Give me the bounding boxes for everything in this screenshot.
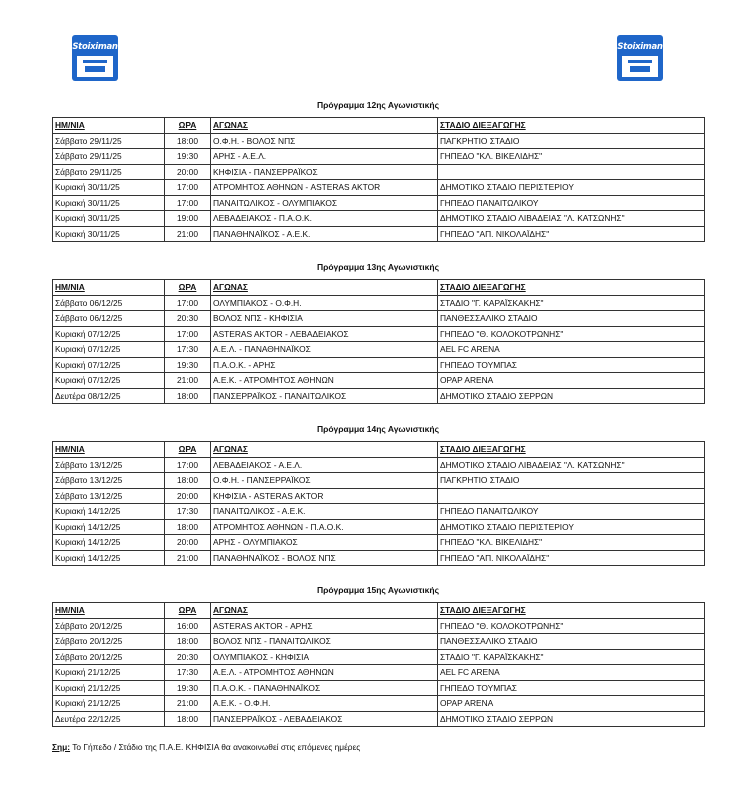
cell-match: ASTERAS AKTOR - ΑΡΗΣ bbox=[211, 618, 438, 634]
round-title: Πρόγραμμα 14ης Αγωνιστικής bbox=[316, 424, 440, 434]
footnote-text: Το Γήπεδο / Στάδιο της Π.Α.Ε. ΚΗΦΙΣΙΑ θα ανακοινωθεί στις επόμενες ημέρες bbox=[70, 742, 361, 752]
cell-venue: ΠΑΝΘΕΣΣΑΛΙΚΟ ΣΤΑΔΙΟ bbox=[438, 634, 705, 650]
table-row bbox=[53, 649, 705, 665]
cell-date: Κυριακή 30/11/25 bbox=[53, 180, 165, 196]
cell-venue: ΓΗΠΕΔΟ ΠΑΝΑΙΤΩΛΙΚΟΥ bbox=[438, 195, 705, 211]
cell-match: Ο.Φ.Η. - ΠΑΝΣΕΡΡΑΪΚΟΣ bbox=[211, 473, 438, 489]
table-row bbox=[53, 164, 705, 180]
cell-date: Κυριακή 21/12/25 bbox=[53, 665, 165, 681]
cell-match: ΠΑΝΣΕΡΡΑΪΚΟΣ - ΛΕΒΑΔΕΙΑΚΟΣ bbox=[211, 711, 438, 727]
cell-date: Δευτέρα 08/12/25 bbox=[53, 388, 165, 404]
column-header-time: ΩΡΑ bbox=[165, 118, 211, 134]
cell-date: Σάββατο 06/12/25 bbox=[53, 295, 165, 311]
cell-venue: ΠΑΓΚΡΗΤΙΟ ΣΤΑΔΙΟ bbox=[438, 473, 705, 489]
cell-venue: AEL FC ARENA bbox=[438, 342, 705, 358]
cell-venue: ΓΗΠΕΔΟ ΠΑΝΑΙΤΩΛΙΚΟΥ bbox=[438, 504, 705, 520]
cell-match: Α.Ε.Κ. - ΑΤΡΟΜΗΤΟΣ ΑΘΗΝΩΝ bbox=[211, 373, 438, 389]
table-header-row bbox=[53, 280, 705, 296]
table-row bbox=[53, 550, 705, 566]
column-header-date: ΗΜ/ΝΙΑ bbox=[53, 442, 165, 458]
table-row bbox=[53, 211, 705, 227]
logo-emblem-icon bbox=[77, 56, 113, 77]
cell-match: Π.Α.Ο.Κ. - ΑΡΗΣ bbox=[211, 357, 438, 373]
column-header-date: ΗΜ/ΝΙΑ bbox=[53, 280, 165, 296]
cell-time: 18:00 bbox=[165, 133, 211, 149]
table-row bbox=[53, 519, 705, 535]
cell-venue: ΓΗΠΕΔΟ ΤΟΥΜΠΑΣ bbox=[438, 680, 705, 696]
cell-venue: ΔΗΜΟΤΙΚΟ ΣΤΑΔΙΟ ΛΙΒΑΔΕΙΑΣ "Λ. ΚΑΤΣΩΝΗΣ" bbox=[438, 211, 705, 227]
table-header-row bbox=[53, 442, 705, 458]
cell-match: Α.Ε.Κ. - Ο.Φ.Η. bbox=[211, 696, 438, 712]
cell-match: Α.Ε.Λ. - ΑΤΡΟΜΗΤΟΣ ΑΘΗΝΩΝ bbox=[211, 665, 438, 681]
table-row bbox=[53, 149, 705, 165]
cell-venue: ΓΗΠΕΔΟ "Θ. ΚΟΛΟΚΟΤΡΩΝΗΣ" bbox=[438, 326, 705, 342]
table-row bbox=[53, 457, 705, 473]
table-row bbox=[53, 226, 705, 242]
cell-venue bbox=[438, 164, 705, 180]
cell-time: 17:00 bbox=[165, 195, 211, 211]
cell-match: ΠΑΝΑΙΤΩΛΙΚΟΣ - ΟΛΥΜΠΙΑΚΟΣ bbox=[211, 195, 438, 211]
cell-date: Σάββατο 20/12/25 bbox=[53, 649, 165, 665]
table-row bbox=[53, 711, 705, 727]
table-row bbox=[53, 680, 705, 696]
cell-date: Κυριακή 21/12/25 bbox=[53, 696, 165, 712]
cell-match: Α.Ε.Λ. - ΠΑΝΑΘΗΝΑΪΚΟΣ bbox=[211, 342, 438, 358]
cell-venue: ΣΤΑΔΙΟ "Γ. ΚΑΡΑΪΣΚΑΚΗΣ" bbox=[438, 649, 705, 665]
column-header-date: ΗΜ/ΝΙΑ bbox=[53, 603, 165, 619]
table-row bbox=[53, 504, 705, 520]
cell-date: Κυριακή 30/11/25 bbox=[53, 195, 165, 211]
cell-time: 20:00 bbox=[165, 535, 211, 551]
cell-match: ΟΛΥΜΠΙΑΚΟΣ - Ο.Φ.Η. bbox=[211, 295, 438, 311]
cell-date: Κυριακή 07/12/25 bbox=[53, 357, 165, 373]
cell-time: 17:00 bbox=[165, 326, 211, 342]
cell-match: ΒΟΛΟΣ ΝΠΣ - ΚΗΦΙΣΙΑ bbox=[211, 311, 438, 327]
table-header-row bbox=[53, 603, 705, 619]
cell-venue: ΠΑΝΘΕΣΣΑΛΙΚΟ ΣΤΑΔΙΟ bbox=[438, 311, 705, 327]
table-row bbox=[53, 133, 705, 149]
cell-time: 21:00 bbox=[165, 550, 211, 566]
cell-time: 20:30 bbox=[165, 649, 211, 665]
table-row bbox=[53, 180, 705, 196]
round-title: Πρόγραμμα 13ης Αγωνιστικής bbox=[316, 262, 440, 272]
cell-match: ΠΑΝΑΘΗΝΑΪΚΟΣ - ΒΟΛΟΣ ΝΠΣ bbox=[211, 550, 438, 566]
cell-time: 21:00 bbox=[165, 696, 211, 712]
column-header-match: ΑΓΩΝΑΣ bbox=[211, 603, 438, 619]
cell-time: 17:00 bbox=[165, 295, 211, 311]
fixtures-table bbox=[52, 279, 705, 404]
column-header-time: ΩΡΑ bbox=[165, 603, 211, 619]
column-header-venue: ΣΤΑΔΙΟ ΔΙΕΞΑΓΩΓΗΣ bbox=[438, 442, 705, 458]
cell-date: Κυριακή 14/12/25 bbox=[53, 504, 165, 520]
table-row bbox=[53, 473, 705, 489]
cell-venue: ΓΗΠΕΔΟ "ΑΠ. ΝΙΚΟΛΑΪΔΗΣ" bbox=[438, 550, 705, 566]
cell-time: 18:00 bbox=[165, 473, 211, 489]
cell-date: Κυριακή 07/12/25 bbox=[53, 373, 165, 389]
cell-date: Κυριακή 07/12/25 bbox=[53, 342, 165, 358]
footnote-label: Σημ: bbox=[52, 742, 71, 752]
cell-venue: ΓΗΠΕΔΟ "ΚΛ. ΒΙΚΕΛΙΔΗΣ" bbox=[438, 149, 705, 165]
cell-time: 19:30 bbox=[165, 680, 211, 696]
cell-time: 17:30 bbox=[165, 342, 211, 358]
cell-date: Κυριακή 14/12/25 bbox=[53, 535, 165, 551]
cell-venue: ΔΗΜΟΤΙΚΟ ΣΤΑΔΙΟ ΠΕΡΙΣΤΕΡΙΟΥ bbox=[438, 519, 705, 535]
stoiximan-logo-left bbox=[72, 35, 118, 81]
table-row bbox=[53, 696, 705, 712]
cell-time: 20:30 bbox=[165, 311, 211, 327]
cell-match: ΒΟΛΟΣ ΝΠΣ - ΠΑΝΑΙΤΩΛΙΚΟΣ bbox=[211, 634, 438, 650]
cell-venue: ΓΗΠΕΔΟ "ΑΠ. ΝΙΚΟΛΑΪΔΗΣ" bbox=[438, 226, 705, 242]
table-row bbox=[53, 488, 705, 504]
logo-text: Stoiximan bbox=[72, 42, 118, 52]
fixtures-table bbox=[52, 602, 705, 727]
cell-time: 18:00 bbox=[165, 388, 211, 404]
table-row bbox=[53, 373, 705, 389]
cell-time: 21:00 bbox=[165, 226, 211, 242]
table-row bbox=[53, 295, 705, 311]
cell-venue: OPAP ARENA bbox=[438, 373, 705, 389]
cell-date: Σάββατο 29/11/25 bbox=[53, 164, 165, 180]
cell-match: ΠΑΝΣΕΡΡΑΪΚΟΣ - ΠΑΝΑΙΤΩΛΙΚΟΣ bbox=[211, 388, 438, 404]
cell-time: 17:00 bbox=[165, 457, 211, 473]
cell-match: ASTERAS AKTOR - ΛΕΒΑΔΕΙΑΚΟΣ bbox=[211, 326, 438, 342]
logo-emblem-icon bbox=[622, 56, 658, 77]
cell-match: ΛΕΒΑΔΕΙΑΚΟΣ - Α.Ε.Λ. bbox=[211, 457, 438, 473]
cell-time: 18:00 bbox=[165, 711, 211, 727]
cell-match: Π.Α.Ο.Κ. - ΠΑΝΑΘΗΝΑΪΚΟΣ bbox=[211, 680, 438, 696]
cell-date: Σάββατο 29/11/25 bbox=[53, 149, 165, 165]
cell-match: ΑΤΡΟΜΗΤΟΣ ΑΘΗΝΩΝ - ASTERAS AKTOR bbox=[211, 180, 438, 196]
cell-match: ΛΕΒΑΔΕΙΑΚΟΣ - Π.Α.Ο.Κ. bbox=[211, 211, 438, 227]
cell-venue: OPAP ARENA bbox=[438, 696, 705, 712]
column-header-venue: ΣΤΑΔΙΟ ΔΙΕΞΑΓΩΓΗΣ bbox=[438, 603, 705, 619]
cell-time: 17:00 bbox=[165, 180, 211, 196]
cell-date: Κυριακή 30/11/25 bbox=[53, 211, 165, 227]
cell-time: 19:30 bbox=[165, 149, 211, 165]
column-header-match: ΑΓΩΝΑΣ bbox=[211, 118, 438, 134]
cell-venue bbox=[438, 488, 705, 504]
cell-time: 20:00 bbox=[165, 488, 211, 504]
cell-venue: ΓΗΠΕΔΟ "Θ. ΚΟΛΟΚΟΤΡΩΝΗΣ" bbox=[438, 618, 705, 634]
cell-time: 18:00 bbox=[165, 519, 211, 535]
cell-match: ΑΡΗΣ - ΟΛΥΜΠΙΑΚΟΣ bbox=[211, 535, 438, 551]
table-row bbox=[53, 388, 705, 404]
table-row bbox=[53, 326, 705, 342]
cell-match: ΑΤΡΟΜΗΤΟΣ ΑΘΗΝΩΝ - Π.Α.Ο.Κ. bbox=[211, 519, 438, 535]
cell-time: 19:30 bbox=[165, 357, 211, 373]
logo-text: Stoiximan bbox=[617, 42, 663, 52]
cell-venue: ΔΗΜΟΤΙΚΟ ΣΤΑΔΙΟ ΛΙΒΑΔΕΙΑΣ "Λ. ΚΑΤΣΩΝΗΣ" bbox=[438, 457, 705, 473]
fixtures-table bbox=[52, 117, 705, 242]
cell-date: Σάββατο 29/11/25 bbox=[53, 133, 165, 149]
column-header-venue: ΣΤΑΔΙΟ ΔΙΕΞΑΓΩΓΗΣ bbox=[438, 118, 705, 134]
cell-match: ΚΗΦΙΣΙΑ - ΠΑΝΣΕΡΡΑΪΚΟΣ bbox=[211, 164, 438, 180]
cell-time: 21:00 bbox=[165, 373, 211, 389]
column-header-date: ΗΜ/ΝΙΑ bbox=[53, 118, 165, 134]
round-title: Πρόγραμμα 12ης Αγωνιστικής bbox=[316, 100, 440, 110]
cell-venue: ΠΑΓΚΡΗΤΙΟ ΣΤΑΔΙΟ bbox=[438, 133, 705, 149]
column-header-time: ΩΡΑ bbox=[165, 442, 211, 458]
cell-venue: ΓΗΠΕΔΟ ΤΟΥΜΠΑΣ bbox=[438, 357, 705, 373]
cell-date: Κυριακή 21/12/25 bbox=[53, 680, 165, 696]
table-row bbox=[53, 357, 705, 373]
table-row bbox=[53, 618, 705, 634]
cell-match: ΟΛΥΜΠΙΑΚΟΣ - ΚΗΦΙΣΙΑ bbox=[211, 649, 438, 665]
cell-date: Σάββατο 13/12/25 bbox=[53, 488, 165, 504]
cell-venue: ΓΗΠΕΔΟ "ΚΛ. ΒΙΚΕΛΙΔΗΣ" bbox=[438, 535, 705, 551]
table-row bbox=[53, 195, 705, 211]
column-header-time: ΩΡΑ bbox=[165, 280, 211, 296]
table-row bbox=[53, 665, 705, 681]
cell-time: 19:00 bbox=[165, 211, 211, 227]
cell-venue: ΣΤΑΔΙΟ "Γ. ΚΑΡΑΪΣΚΑΚΗΣ" bbox=[438, 295, 705, 311]
cell-date: Κυριακή 14/12/25 bbox=[53, 550, 165, 566]
footnote bbox=[52, 742, 360, 752]
cell-match: ΚΗΦΙΣΙΑ - ASTERAS AKTOR bbox=[211, 488, 438, 504]
cell-match: ΠΑΝΑΘΗΝΑΪΚΟΣ - Α.Ε.Κ. bbox=[211, 226, 438, 242]
cell-time: 16:00 bbox=[165, 618, 211, 634]
cell-match: ΑΡΗΣ - Α.Ε.Λ. bbox=[211, 149, 438, 165]
table-row bbox=[53, 634, 705, 650]
table-row bbox=[53, 535, 705, 551]
cell-venue: ΔΗΜΟΤΙΚΟ ΣΤΑΔΙΟ ΠΕΡΙΣΤΕΡΙΟΥ bbox=[438, 180, 705, 196]
cell-time: 17:30 bbox=[165, 504, 211, 520]
cell-time: 17:30 bbox=[165, 665, 211, 681]
cell-date: Σάββατο 20/12/25 bbox=[53, 634, 165, 650]
column-header-match: ΑΓΩΝΑΣ bbox=[211, 442, 438, 458]
cell-venue: ΔΗΜΟΤΙΚΟ ΣΤΑΔΙΟ ΣΕΡΡΩΝ bbox=[438, 388, 705, 404]
cell-match: Ο.Φ.Η. - ΒΟΛΟΣ ΝΠΣ bbox=[211, 133, 438, 149]
cell-date: Κυριακή 30/11/25 bbox=[53, 226, 165, 242]
cell-date: Κυριακή 14/12/25 bbox=[53, 519, 165, 535]
cell-date: Δευτέρα 22/12/25 bbox=[53, 711, 165, 727]
cell-date: Σάββατο 20/12/25 bbox=[53, 618, 165, 634]
table-row bbox=[53, 342, 705, 358]
table-header-row bbox=[53, 118, 705, 134]
cell-venue: ΔΗΜΟΤΙΚΟ ΣΤΑΔΙΟ ΣΕΡΡΩΝ bbox=[438, 711, 705, 727]
cell-date: Σάββατο 06/12/25 bbox=[53, 311, 165, 327]
cell-date: Σάββατο 13/12/25 bbox=[53, 473, 165, 489]
column-header-match: ΑΓΩΝΑΣ bbox=[211, 280, 438, 296]
cell-venue: AEL FC ARENA bbox=[438, 665, 705, 681]
table-row bbox=[53, 311, 705, 327]
stoiximan-logo-right bbox=[617, 35, 663, 81]
cell-time: 18:00 bbox=[165, 634, 211, 650]
round-title: Πρόγραμμα 15ης Αγωνιστικής bbox=[316, 585, 440, 595]
cell-date: Σάββατο 13/12/25 bbox=[53, 457, 165, 473]
fixtures-table bbox=[52, 441, 705, 566]
cell-match: ΠΑΝΑΙΤΩΛΙΚΟΣ - Α.Ε.Κ. bbox=[211, 504, 438, 520]
cell-time: 20:00 bbox=[165, 164, 211, 180]
cell-date: Κυριακή 07/12/25 bbox=[53, 326, 165, 342]
column-header-venue: ΣΤΑΔΙΟ ΔΙΕΞΑΓΩΓΗΣ bbox=[438, 280, 705, 296]
